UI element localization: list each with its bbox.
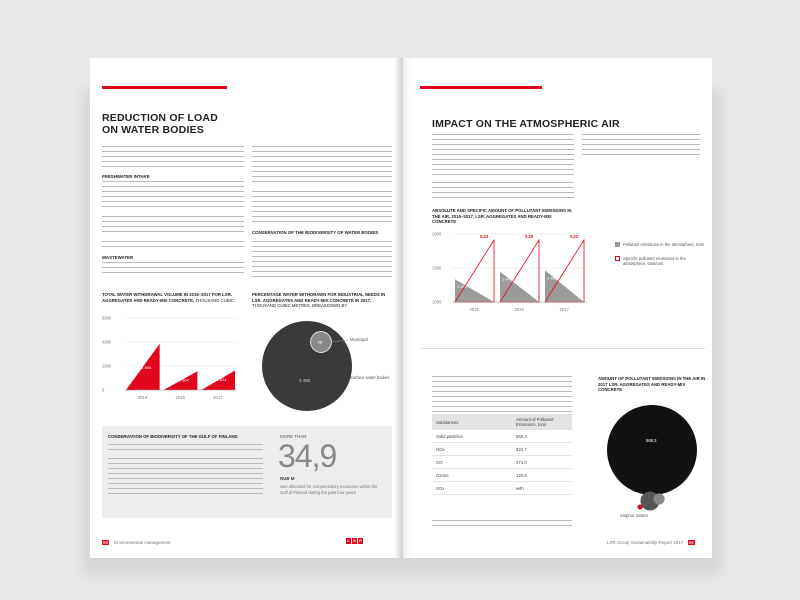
data-label: 3 480 (299, 378, 311, 383)
data-label: 568,3 (646, 438, 657, 443)
lsr-logo-left: L S R (347, 538, 362, 543)
table-row (432, 456, 572, 469)
pie-label: Surface water bodies (350, 375, 390, 380)
data-label: 1 624 (216, 377, 227, 383)
bubble-sulphur-oxides (638, 505, 643, 510)
table-row (432, 430, 572, 443)
table-header-substance: Substances (436, 419, 459, 425)
water-source-pie-chart (252, 314, 392, 414)
table-row (432, 469, 572, 482)
intro-paragraph (102, 146, 244, 170)
data-label: 1 447 (502, 276, 513, 282)
x-tick-label: 2017 (213, 395, 223, 400)
legend-item-specific: Specific pollutant emissions in the atmosphere, tons/unit (615, 256, 705, 267)
subheading-biodiversity: CONSERVATION OF THE BIODIVERSITY OF WATER BODIES (252, 230, 379, 235)
box-title: CONSERVATION OF BIODIVERSITY OF THE GULF OF FINLAND (108, 434, 238, 439)
y-tick-label: 6000 (102, 315, 112, 321)
air-paragraph (432, 134, 574, 178)
x-tick-label: 2017 (559, 307, 569, 312)
water-withdrawal-chart (102, 312, 242, 402)
freshwater-paragraph-3 (102, 241, 244, 251)
table-intro-paragraph (432, 376, 572, 412)
bubble-chart-caption: AMOUNT OF POLLUTANT EMISSIONS IN THE AIR IN 2017 LSR. AGGREGATES AND READY-MIX CONCRETE (598, 376, 706, 393)
table-cell-amount: 125,6 (516, 472, 527, 478)
biodiversity-box (102, 426, 392, 518)
pie-slice-surface (262, 321, 352, 411)
x-tick-label: 2016 (514, 307, 524, 312)
y-tick-label: 1000 (432, 299, 442, 305)
data-label: 1 335 (457, 284, 468, 290)
emission-mark (455, 279, 494, 302)
table-cell-substance: CO (436, 459, 443, 465)
footnote (432, 520, 572, 530)
wastewater-paragraph (102, 262, 244, 277)
air-paragraph-2 (432, 182, 574, 200)
emission-chart-caption: ABSOLUTE AND SPECIFIC AMOUNT OF POLLUTANT EMISSIONS IN THE AIR, 2015–2017, LSR. AGGREGATES AND READY-MIX CONCRETE (432, 208, 572, 225)
box-paragraph (108, 444, 263, 454)
box-unit: RUB M (280, 476, 295, 481)
data-label: 0,25 (525, 234, 534, 239)
data-label: 0,22 (570, 234, 579, 239)
y-tick-label: 1500 (432, 265, 442, 271)
y-tick-label: 2000 (432, 231, 442, 237)
air-paragraph-right (582, 134, 700, 156)
water-chart-caption: TOTAL WATER WITHDRAWAL VOLUME IN 2015–2017 FOR LSR. AGGREGATES AND READY-MIX CONCRETE, THOUSAND CUBIC (102, 292, 235, 303)
legend-swatch-red (615, 256, 620, 261)
left-page (90, 58, 402, 558)
table-cell-amount: with (516, 485, 524, 491)
right-title: IMPACT ON THE ATMOSPHERIC AIR (432, 118, 620, 130)
table-cell-substance: SOx (436, 485, 445, 491)
data-label: 0,23 (480, 234, 489, 239)
table-cell-substance: Ozone (436, 472, 449, 478)
table-cell-substance: NOx (436, 446, 445, 452)
right-page (402, 58, 712, 558)
water-pie-caption: PERCENTAGE WATER WITHDRAWN FOR INDUSTRIAL NEEDS IN LSR. AGGREGATES AND READY-MIX CONCRETE IN 2017, THOUSAND CUBIC METRES, BREAKDOWN BY (252, 292, 386, 309)
x-tick-label: 2016 (175, 395, 185, 400)
left-title-line2: ON WATER BODIES (102, 124, 204, 136)
left-title-line1: REDUCTION OF LOAD (102, 112, 218, 124)
right-footer: LSR Group Sustainability Report 2017 59 (607, 540, 694, 545)
box-caption: was allocated for compensatory measures within the Gulf of Finland during the past four years (280, 484, 378, 495)
emission-bubble-chart (590, 394, 710, 518)
data-label: 1 465 (547, 275, 558, 281)
emission-legend (615, 242, 705, 267)
table-row (432, 443, 572, 456)
emission-bar-chart (432, 226, 592, 316)
title-accent-bar (420, 86, 542, 89)
bubble-co (653, 493, 664, 504)
pie-label: Municipal (350, 337, 368, 342)
freshwater-paragraph-2 (102, 216, 244, 236)
right-column-paragraph (252, 146, 392, 186)
table-header-amount: Amount of Pollutant Emissions, tons (516, 417, 554, 427)
subheading-freshwater: FRESHWATER INTAKE (102, 174, 150, 179)
table-header-row (432, 414, 572, 430)
box-more-than: MORE THAN (280, 434, 307, 439)
bubble-solid-particles (607, 405, 697, 495)
box-paragraph-2 (108, 458, 263, 498)
spine-shadow (394, 58, 412, 558)
y-tick-label: 2000 (102, 363, 112, 369)
freshwater-paragraph (102, 181, 244, 211)
table-cell-amount: 274,0 (516, 459, 527, 465)
y-tick-label: 0 (102, 387, 105, 393)
left-footer: 58 Environmental management (103, 540, 171, 545)
legend-swatch-grey (615, 242, 620, 247)
subheading-wastewater: WASTEWATER (102, 255, 134, 260)
box-value: 34,9 (278, 438, 337, 474)
y-tick-label: 4000 (102, 339, 112, 345)
table-cell-amount: 324,7 (516, 446, 527, 452)
title-accent-bar (102, 86, 227, 89)
table-cell-substance: Solid particles (436, 433, 463, 439)
legend-item-emissions: Pollutant emissions in the atmosphere, tons (615, 242, 705, 248)
table-cell-amount: 568,3 (516, 433, 527, 439)
x-tick-label: 2015 (137, 395, 148, 400)
divider (420, 348, 705, 349)
data-label: 98 (317, 339, 322, 345)
data-label: 1 564 (178, 377, 189, 383)
table-row (432, 482, 572, 495)
x-tick-label: 2015 (469, 307, 479, 312)
data-label: 3 854 (141, 365, 152, 371)
bubble-label: Sulphur oxides (620, 513, 648, 518)
biodiversity-paragraph (252, 241, 392, 281)
emission-table (432, 414, 572, 495)
right-column-paragraph-2 (252, 191, 392, 226)
